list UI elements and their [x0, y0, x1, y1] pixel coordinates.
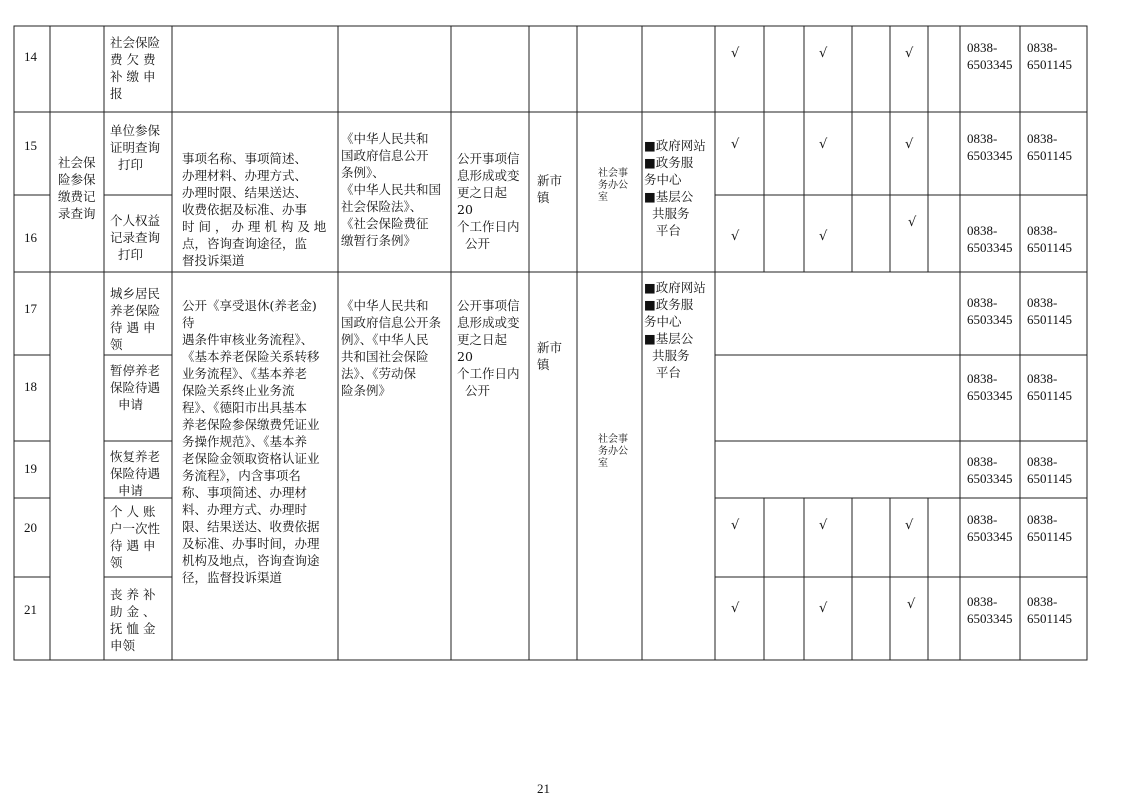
check-mark: √ — [731, 518, 740, 533]
row-number: 20 — [24, 520, 37, 535]
disclosure-timing: 公开事项信 息形成或变 更之日起 20 个工作日内 公开 — [457, 298, 520, 398]
check-mark: √ — [731, 601, 740, 616]
phone-number: 0838- 6501145 — [1027, 594, 1073, 626]
phone-number: 0838- 6503345 — [967, 512, 1013, 544]
row-number: 17 — [24, 301, 37, 316]
check-mark: √ — [819, 229, 828, 244]
check-mark: √ — [907, 597, 916, 612]
item-name: 社会保险 费 欠 费 补 缴 申 报 — [110, 35, 161, 101]
phone-number: 0838- 6501145 — [1027, 512, 1073, 544]
item-name: 暂停养老 保险待遇 申请 — [110, 363, 161, 412]
phone-number: 0838- 6503345 — [967, 371, 1013, 403]
phone-number: 0838- 6503345 — [967, 594, 1013, 626]
disclosure-timing: 公开事项信 息形成或变 更之日起 20 个工作日内 公开 — [457, 151, 520, 251]
check-mark: √ — [905, 518, 914, 533]
row-number: 21 — [24, 602, 37, 617]
item-name: 恢复养老 保险待遇 申请 — [110, 449, 161, 498]
phone-number: 0838- 6501145 — [1027, 371, 1073, 403]
town-name: 新市 镇 — [537, 340, 563, 372]
office-name: 社会事 务办公 室 — [598, 434, 628, 469]
check-mark: √ — [905, 137, 914, 152]
check-mark: √ — [731, 229, 740, 244]
legal-basis: 《中华人民共和 国政府信息公开 条例》、 《中华人民共和国 社会保险法》、 《社会保险费征 缴暂行条例》 — [341, 131, 442, 248]
phone-number: 0838- 6503345 — [967, 454, 1013, 486]
item-name: 城乡居民 养老保险 待 遇 申 领 — [110, 286, 161, 352]
town-name: 新市 镇 — [537, 173, 563, 205]
check-mark: √ — [819, 518, 828, 533]
check-mark: √ — [908, 215, 917, 230]
disclosure-content: 事项名称、事项简述、 办理材料、办理方式、 办理时限、结果送达、 收费依据及标准、办事 时 间 ， 办 理 机 构 及 地 点，咨询查询途径，监 督投诉渠道 — [182, 151, 327, 268]
item-name: 单位参保 证明查询 打印 — [110, 123, 161, 172]
check-mark: √ — [731, 46, 740, 61]
phone-number: 0838- 6503345 — [967, 40, 1013, 72]
check-mark: √ — [819, 46, 828, 61]
phone-number: 0838- 6501145 — [1027, 131, 1073, 163]
row-number: 15 — [24, 138, 37, 153]
check-mark: √ — [731, 137, 740, 152]
row-number: 19 — [24, 461, 37, 476]
legal-basis: 《中华人民共和 国政府信息公开条 例》、《中华人民 共和国社会保险 法》、《劳动保 险条例》 — [341, 298, 442, 398]
row-number: 14 — [24, 49, 37, 64]
check-mark: √ — [819, 137, 828, 152]
page-number: 21 — [537, 781, 550, 796]
category-label: 社会保 险参保 缴费记 录查询 — [58, 155, 96, 221]
phone-number: 0838- 6503345 — [967, 223, 1013, 255]
publish-channel: ■政府网站 ■政务服 务中心 ■基层公 共服务 平台 — [644, 138, 706, 238]
item-name: 丧 养 补 助 金 、 抚 恤 金 申领 — [110, 587, 156, 653]
check-mark: √ — [905, 46, 914, 61]
phone-number: 0838- 6501145 — [1027, 295, 1073, 327]
publish-channel: ■政府网站 ■政务服 务中心 ■基层公 共服务 平台 — [644, 280, 706, 380]
item-name: 个 人 账 户一次性 待 遇 申 领 — [110, 504, 161, 570]
phone-number: 0838- 6503345 — [967, 295, 1013, 327]
check-mark: √ — [819, 601, 828, 616]
row-number: 16 — [24, 230, 37, 245]
phone-number: 0838- 6501145 — [1027, 223, 1073, 255]
phone-number: 0838- 6501145 — [1027, 454, 1073, 486]
disclosure-content: 公开《享受退休(养老金) 待 遇条件审核业务流程》、 《基本养老保险关系转移 业务流程》、《基本养老 保险关系终止业务流 程》、《德阳市出具基本 养老保险参保缴费凭证业 务操作规范》、《基本养 老保险金领取资格认证业 务流程》，内含事项名 称、事项简述、办理材 料、办理方式、办理时 限、结果送达、收费依据 及标准、办事时间，办理 机构及地点，咨询查询途 径，监督投诉渠道 — [182, 298, 320, 585]
phone-number: 0838- 6501145 — [1027, 40, 1073, 72]
phone-number: 0838- 6503345 — [967, 131, 1013, 163]
row-number: 18 — [24, 379, 37, 394]
item-name: 个人权益 记录查询 打印 — [110, 213, 161, 262]
office-name: 社会事 务办公 室 — [598, 168, 628, 203]
